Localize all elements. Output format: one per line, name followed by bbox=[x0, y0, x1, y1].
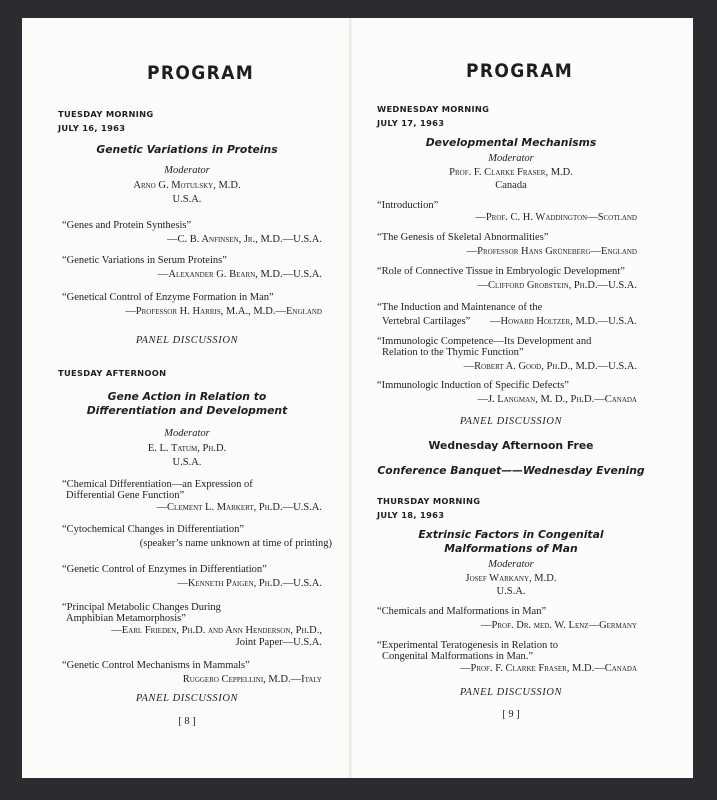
talk-title-cont: Differential Gene Function” bbox=[66, 490, 185, 501]
session-topic: Developmental Mechanisms bbox=[425, 136, 597, 149]
moderator-name: E. L. Tatum, Ph.D. bbox=[147, 443, 227, 454]
moderator-label: Moderator bbox=[164, 165, 210, 176]
page-number: [ 9 ] bbox=[502, 709, 520, 720]
talk-title-cont: Relation to the Thymic Function” bbox=[382, 347, 524, 358]
moderator-country: U.S.A. bbox=[172, 457, 202, 468]
talk-title: “Immunologic Induction of Specific Defects” bbox=[377, 380, 569, 391]
moderator-country: Canada bbox=[495, 180, 527, 191]
session-topic: Genetic Variations in Proteins bbox=[96, 143, 278, 156]
talk-title: “Chemical Differentiation—an Expression of bbox=[62, 479, 253, 490]
moderator-country: U.S.A. bbox=[172, 194, 202, 205]
session-topic-line: Differentiation and Development bbox=[86, 404, 288, 417]
moderator-name: Josef Warkany, M.D. bbox=[465, 573, 557, 584]
talk-speaker: —Prof. F. Clarke Fraser, M.D.—Canada bbox=[459, 663, 637, 674]
panel-discussion: PANEL DISCUSSION bbox=[459, 687, 563, 698]
session-date: JULY 17, 1963 bbox=[377, 118, 445, 128]
conference-banquet: Conference Banquet——Wednesday Evening bbox=[377, 464, 645, 477]
talk-speaker: —Alexander G. Bearn, M.D.—U.S.A. bbox=[157, 269, 322, 280]
session-date: JULY 16, 1963 bbox=[58, 123, 126, 133]
talk-speaker: —Clifford Grobstein, Ph.D.—U.S.A. bbox=[477, 280, 637, 291]
moderator-label: Moderator bbox=[488, 153, 534, 164]
talk-speaker: —C. B. Anfinsen, Jr., M.D.—U.S.A. bbox=[167, 234, 322, 245]
talk-speaker: —Kenneth Paigen, Ph.D.—U.S.A. bbox=[177, 578, 322, 589]
talk-title: “Genetic Control of Enzymes in Differentiation” bbox=[62, 564, 267, 575]
panel-discussion: PANEL DISCUSSION bbox=[135, 335, 239, 346]
talk-title: “Genetical Control of Enzyme Formation in Man” bbox=[62, 292, 274, 303]
talk-speaker-cont bbox=[236, 637, 322, 648]
session-topic-line: Gene Action in Relation to bbox=[107, 390, 267, 403]
talk-title: “Genetic Control Mechanisms in Mammals” bbox=[62, 660, 250, 671]
talk-title: “Genes and Protein Synthesis” bbox=[62, 220, 192, 231]
moderator-country: U.S.A. bbox=[496, 586, 526, 597]
talk-title-cont: Congenital Malformations in Man.” bbox=[382, 651, 534, 662]
session-day: TUESDAY AFTERNOON bbox=[58, 368, 167, 378]
talk-title: “Introduction” bbox=[377, 200, 439, 211]
talk-speaker: —Professor Hans Grüneberg—England bbox=[466, 246, 637, 257]
moderator-name: Arno G. Motulsky, M.D. bbox=[133, 180, 241, 191]
talk-speaker: —Professor H. Harris, M.A., M.D.—England bbox=[125, 306, 322, 317]
panel-discussion: PANEL DISCUSSION bbox=[459, 416, 563, 427]
moderator-name: Prof. F. Clarke Fraser, M.D. bbox=[449, 167, 573, 178]
right-page bbox=[352, 18, 693, 778]
talk-speaker: Ruggero Ceppellini, M.D.—Italy bbox=[182, 674, 322, 685]
talk-speaker: (speaker’s name unknown at time of printing) bbox=[139, 538, 332, 549]
session-topic-line: Malformations of Man bbox=[444, 542, 578, 555]
moderator-label: Moderator bbox=[488, 559, 534, 570]
session-topic-line: Extrinsic Factors in Congenital bbox=[418, 528, 604, 541]
talk-title: “Cytochemical Changes in Differentiation” bbox=[62, 524, 245, 535]
talk-speaker: —Clement L. Markert, Ph.D.—U.S.A. bbox=[156, 502, 322, 513]
talk-title: “Genetic Variations in Serum Proteins” bbox=[62, 255, 227, 266]
session-day: TUESDAY MORNING bbox=[58, 109, 154, 119]
talk-title: “Immunologic Competence—Its Development and bbox=[377, 336, 592, 347]
moderator-label: Moderator bbox=[164, 428, 210, 439]
talk-title: “Chemicals and Malformations in Man” bbox=[377, 606, 547, 617]
talk-speaker: —Prof. C. H. Waddington—Scotland bbox=[475, 212, 637, 223]
talk-speaker: —Robert A. Good, Ph.D., M.D.—U.S.A. bbox=[463, 361, 637, 372]
talk-speaker: —J. Langman, M. D., Ph.D.—Canada bbox=[477, 394, 637, 405]
page-title: PROGRAM bbox=[466, 60, 574, 82]
session-day: THURSDAY MORNING bbox=[377, 496, 481, 506]
talk-speaker: —Howard Holtzer, M.D.—U.S.A. bbox=[490, 316, 637, 327]
left-page bbox=[22, 18, 352, 778]
afternoon-free: Wednesday Afternoon Free bbox=[428, 439, 594, 452]
talk-title: “The Induction and Maintenance of the bbox=[377, 302, 543, 313]
talk-speaker: —Prof. Dr. med. W. Lenz—Germany bbox=[481, 620, 637, 631]
session-day: WEDNESDAY MORNING bbox=[377, 104, 490, 114]
talk-title: “Experimental Teratogenesis in Relation to bbox=[377, 640, 559, 651]
talk-title: “Principal Metabolic Changes During bbox=[62, 602, 221, 613]
page-title: PROGRAM bbox=[147, 62, 255, 84]
talk-title-cont: Amphibian Metamorphosis” bbox=[66, 613, 186, 624]
talk-title: “The Genesis of Skeletal Abnormalities” bbox=[377, 232, 549, 243]
page-number: [ 8 ] bbox=[178, 716, 196, 727]
talk-title: “Role of Connective Tissue in Embryologic Development” bbox=[377, 266, 625, 277]
session-date: JULY 18, 1963 bbox=[377, 510, 445, 520]
panel-discussion: PANEL DISCUSSION bbox=[135, 693, 239, 704]
talk-title-cont: Vertebral Cartilages” bbox=[382, 316, 471, 327]
talk-speaker: —Earl Frieden, Ph.D. and Ann Henderson, Ph.D., bbox=[111, 625, 322, 636]
joint-paper-label: Joint Paper—U.S.A. bbox=[235, 637, 322, 648]
